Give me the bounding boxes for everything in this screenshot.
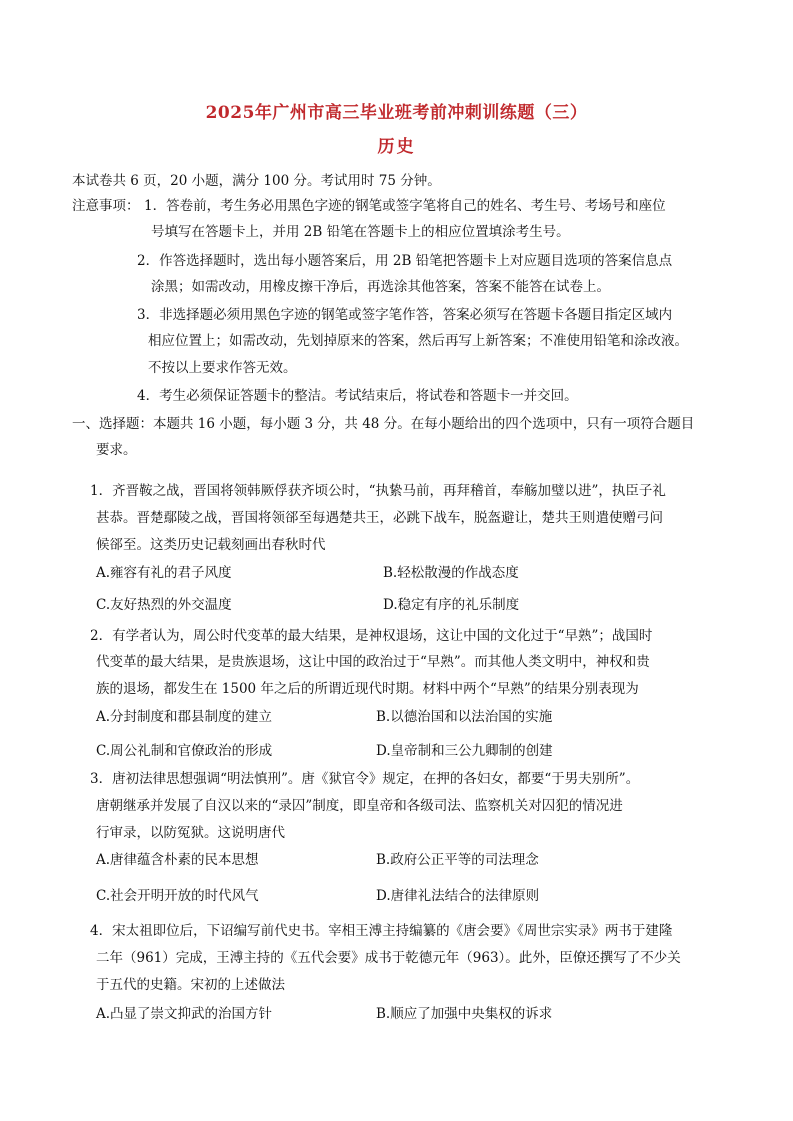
question-2-option-b: B.以德治国和以法治国的实施	[376, 709, 553, 725]
notice-item-2-line-2: 涂黑；如需改动，用橡皮擦干净后，再选涂其他答案，答案不能答在试卷上。	[151, 279, 610, 295]
question-1-line-2: 甚恭。晋楚鄢陵之战，晋国将领郤至每遇楚共王，必跳下战车，脱盔避让，楚共王则遣使赠弓问	[96, 510, 663, 526]
exam-intro: 本试卷共 6 页，20 小题，满分 100 分。考试用时 75 分钟。	[72, 173, 441, 189]
notice-item-4-line-1: 4．考生必须保证答题卡的整洁。考试结束后，将试卷和答题卡一并交回。	[137, 388, 578, 404]
question-2-option-d: D.皇帝制和三公九卿制的创建	[376, 743, 553, 759]
question-2-line-2: 代变革的最大结果，是贵族退场，这让中国的政治过于“早熟”。而其他人类文明中，神权和贵	[96, 654, 650, 670]
exam-subject: 历史	[377, 137, 416, 157]
question-3-line-1: 3．唐初法律思想强调“明法慎刑”。唐《狱官令》规定，在押的各妇女，都要“于男夫别所”。	[90, 771, 640, 787]
question-1-option-b: B.轻松散漫的作战态度	[383, 565, 519, 581]
question-1-line-3: 候郤至。这类历史记载刻画出春秋时代	[96, 537, 326, 553]
question-3-option-a: A.唐律蕴含朴素的民本思想	[96, 852, 259, 868]
section-heading-line-2: 要求。	[96, 442, 137, 458]
notice-item-1-line-2: 号填写在答题卡上，并用 2B 铅笔在答题卡上的相应位置填涂考生号。	[151, 224, 570, 240]
notice-item-1-line-1: 1．答卷前，考生务必用黑色字迹的钢笔或签字笔将自己的姓名、考生号、考场号和座位	[144, 198, 666, 214]
question-3-line-2: 唐朝继承并发展了自汉以来的“录囚”制度，即皇帝和各级司法、监察机关对囚犯的情况进	[96, 798, 623, 814]
notice-item-3-line-2: 相应位置上；如需改动，先划掉原来的答案，然后再写上新答案；不准使用铅笔和涂改液。	[148, 333, 688, 349]
notice-item-3-line-1: 3．非选择题必须用黑色字迹的钢笔或签字笔作答，答案必须写在答题卡各题目指定区域内	[137, 307, 673, 323]
question-3-option-d: D.唐律礼法结合的法律原则	[376, 888, 540, 904]
notice-item-3-line-3: 不按以上要求作答无效。	[148, 360, 297, 376]
section-heading-line-1: 一、选择题：本题共 16 小题，每小题 3 分，共 48 分。在每小题给出的四个选项中，只有一项符合题目	[72, 416, 695, 432]
question-1-line-1: 1．齐晋鞍之战，晋国将领韩厥俘获齐顷公时，“执絷马前，再拜稽首，奉觞加璧以进”，执臣子礼	[90, 483, 666, 499]
question-2-option-a: A.分封制度和郡县制度的建立	[96, 709, 273, 725]
question-1-option-c: C.友好热烈的外交温度	[96, 597, 232, 613]
question-3-line-3: 行审录，以防冤狱。这说明唐代	[96, 825, 285, 841]
question-4-line-3: 于五代的史籍。宋初的上述做法	[96, 977, 285, 993]
notice-label: 注意事项：	[72, 198, 140, 214]
question-4-line-1: 4．宋太祖即位后，下诏编写前代史书。宰相王溥主持编纂的《唐会要》《周世宗实录》两书于建隆	[90, 923, 673, 939]
notice-item-2-line-1: 2．作答选择题时，选出每小题答案后，用 2B 铅笔把答题卡上对应题目选项的答案信息点	[137, 253, 673, 269]
question-2-option-c: C.周公礼制和官僚政治的形成	[96, 743, 273, 759]
exam-title: 2025年广州市高三毕业班考前冲刺训练题（三）	[205, 103, 588, 123]
question-4-option-a: A.凸显了崇文抑武的治国方针	[96, 1006, 273, 1022]
question-1-option-a: A.雍容有礼的君子风度	[96, 565, 232, 581]
question-3-option-c: C.社会开明开放的时代风气	[96, 888, 259, 904]
question-2-line-1: 2．有学者认为，周公时代变革的最大结果，是神权退场，这让中国的文化过于“早熟”；战国时	[90, 628, 653, 644]
question-4-option-b: B.顺应了加强中央集权的诉求	[376, 1006, 553, 1022]
question-1-option-d: D.稳定有序的礼乐制度	[383, 597, 520, 613]
question-2-line-3: 族的退场，都发生在 1500 年之后的所谓近现代时期。材料中两个“早熟”的结果分别表现为	[96, 681, 639, 697]
question-3-option-b: B.政府公正平等的司法理念	[376, 852, 539, 868]
question-4-line-2: 二年（961）完成，王溥主持的《五代会要》成书于乾德元年（963）。此外，臣僚还撰写了不少关	[96, 950, 681, 966]
